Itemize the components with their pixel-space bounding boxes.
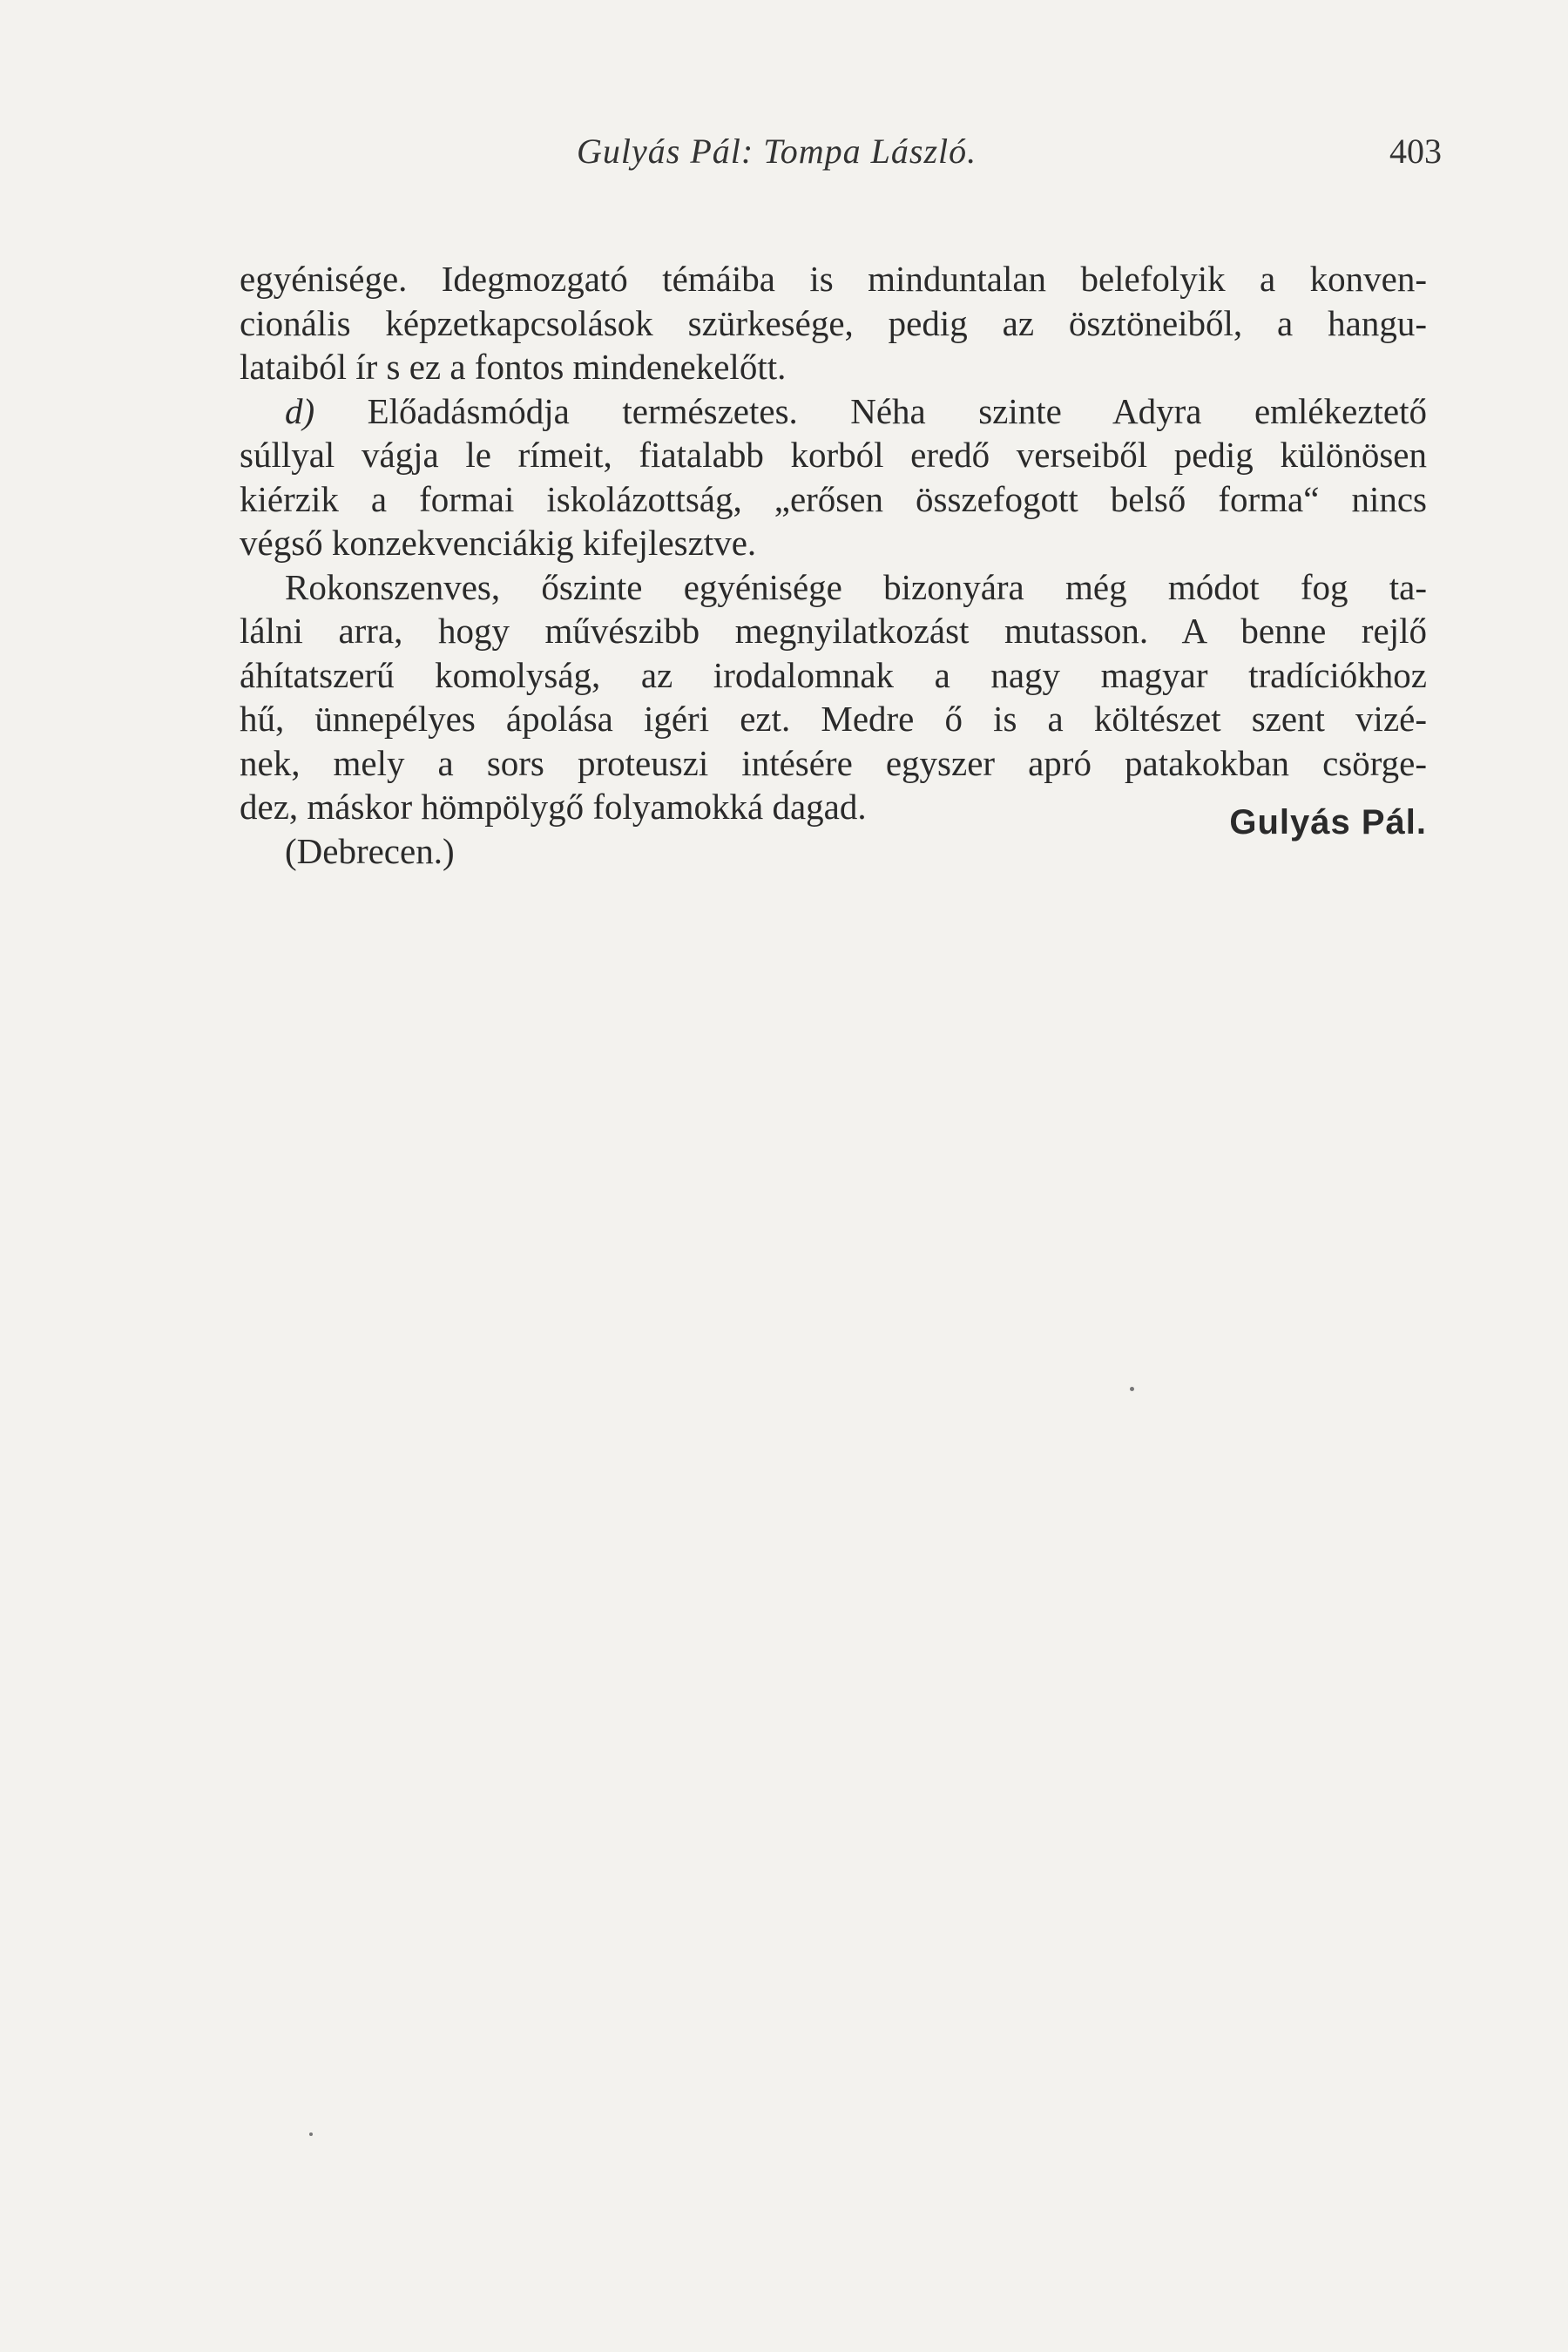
- text-line: súllyal vágja le rímeit, fiatalabb korból eredő verseiből pedig különösen: [240, 435, 1427, 475]
- ink-speck: [309, 2132, 313, 2136]
- article-body: [240, 257, 1427, 873]
- ink-speck: [1130, 1387, 1134, 1391]
- paragraph-d-text: Előadásmódja természetes. Néha szinte Adyra emlékeztető: [314, 390, 1427, 431]
- text-line: végső konzekvenciákig kifejlesztve.: [240, 523, 757, 563]
- running-head: Gulyás Pál: Tompa László.: [577, 132, 977, 171]
- paragraph-d-first-line: [240, 389, 1427, 434]
- text-line: dez, máskor hömpölygő folyamokká dagad.: [240, 787, 867, 827]
- text-line: kiérzik a formai iskolázottság, „erősen összefogott belső forma“ nincs: [240, 478, 1427, 519]
- page-header: [240, 131, 1442, 183]
- page-number: 403: [1389, 132, 1442, 171]
- paragraph-r-first-line: Rokonszenves, őszinte egyénisége bizonyára még módot fog ta-: [285, 566, 1427, 607]
- text-line: egyénisége. Idegmozgató témáiba is minduntalan belefolyik a konven-: [240, 259, 1427, 299]
- paragraph-d-label: d): [285, 390, 315, 431]
- text-line: nek, mely a sors proteuszi intésére egyszer apró patakokban csörge-: [240, 742, 1427, 783]
- author-signature: Gulyás Pál.: [1229, 803, 1427, 841]
- place-note: (Debrecen.): [285, 830, 455, 871]
- text-line: áhítatszerű komolyság, az irodalomnak a nagy magyar tradíciókhoz: [240, 654, 1427, 695]
- text-line: lataiból ír s ez a fontos mindenekelőtt.: [240, 347, 787, 387]
- text-line: hű, ünnepélyes ápolása igéri ezt. Medre ő is a költészet szent vizé-: [240, 699, 1427, 739]
- text-line: cionális képzetkapcsolások szürkesége, pedig az ösztöneiből, a hangu-: [240, 302, 1427, 343]
- text-line: lálni arra, hogy művészibb megnyilatkozást mutasson. A benne rejlő: [240, 611, 1427, 651]
